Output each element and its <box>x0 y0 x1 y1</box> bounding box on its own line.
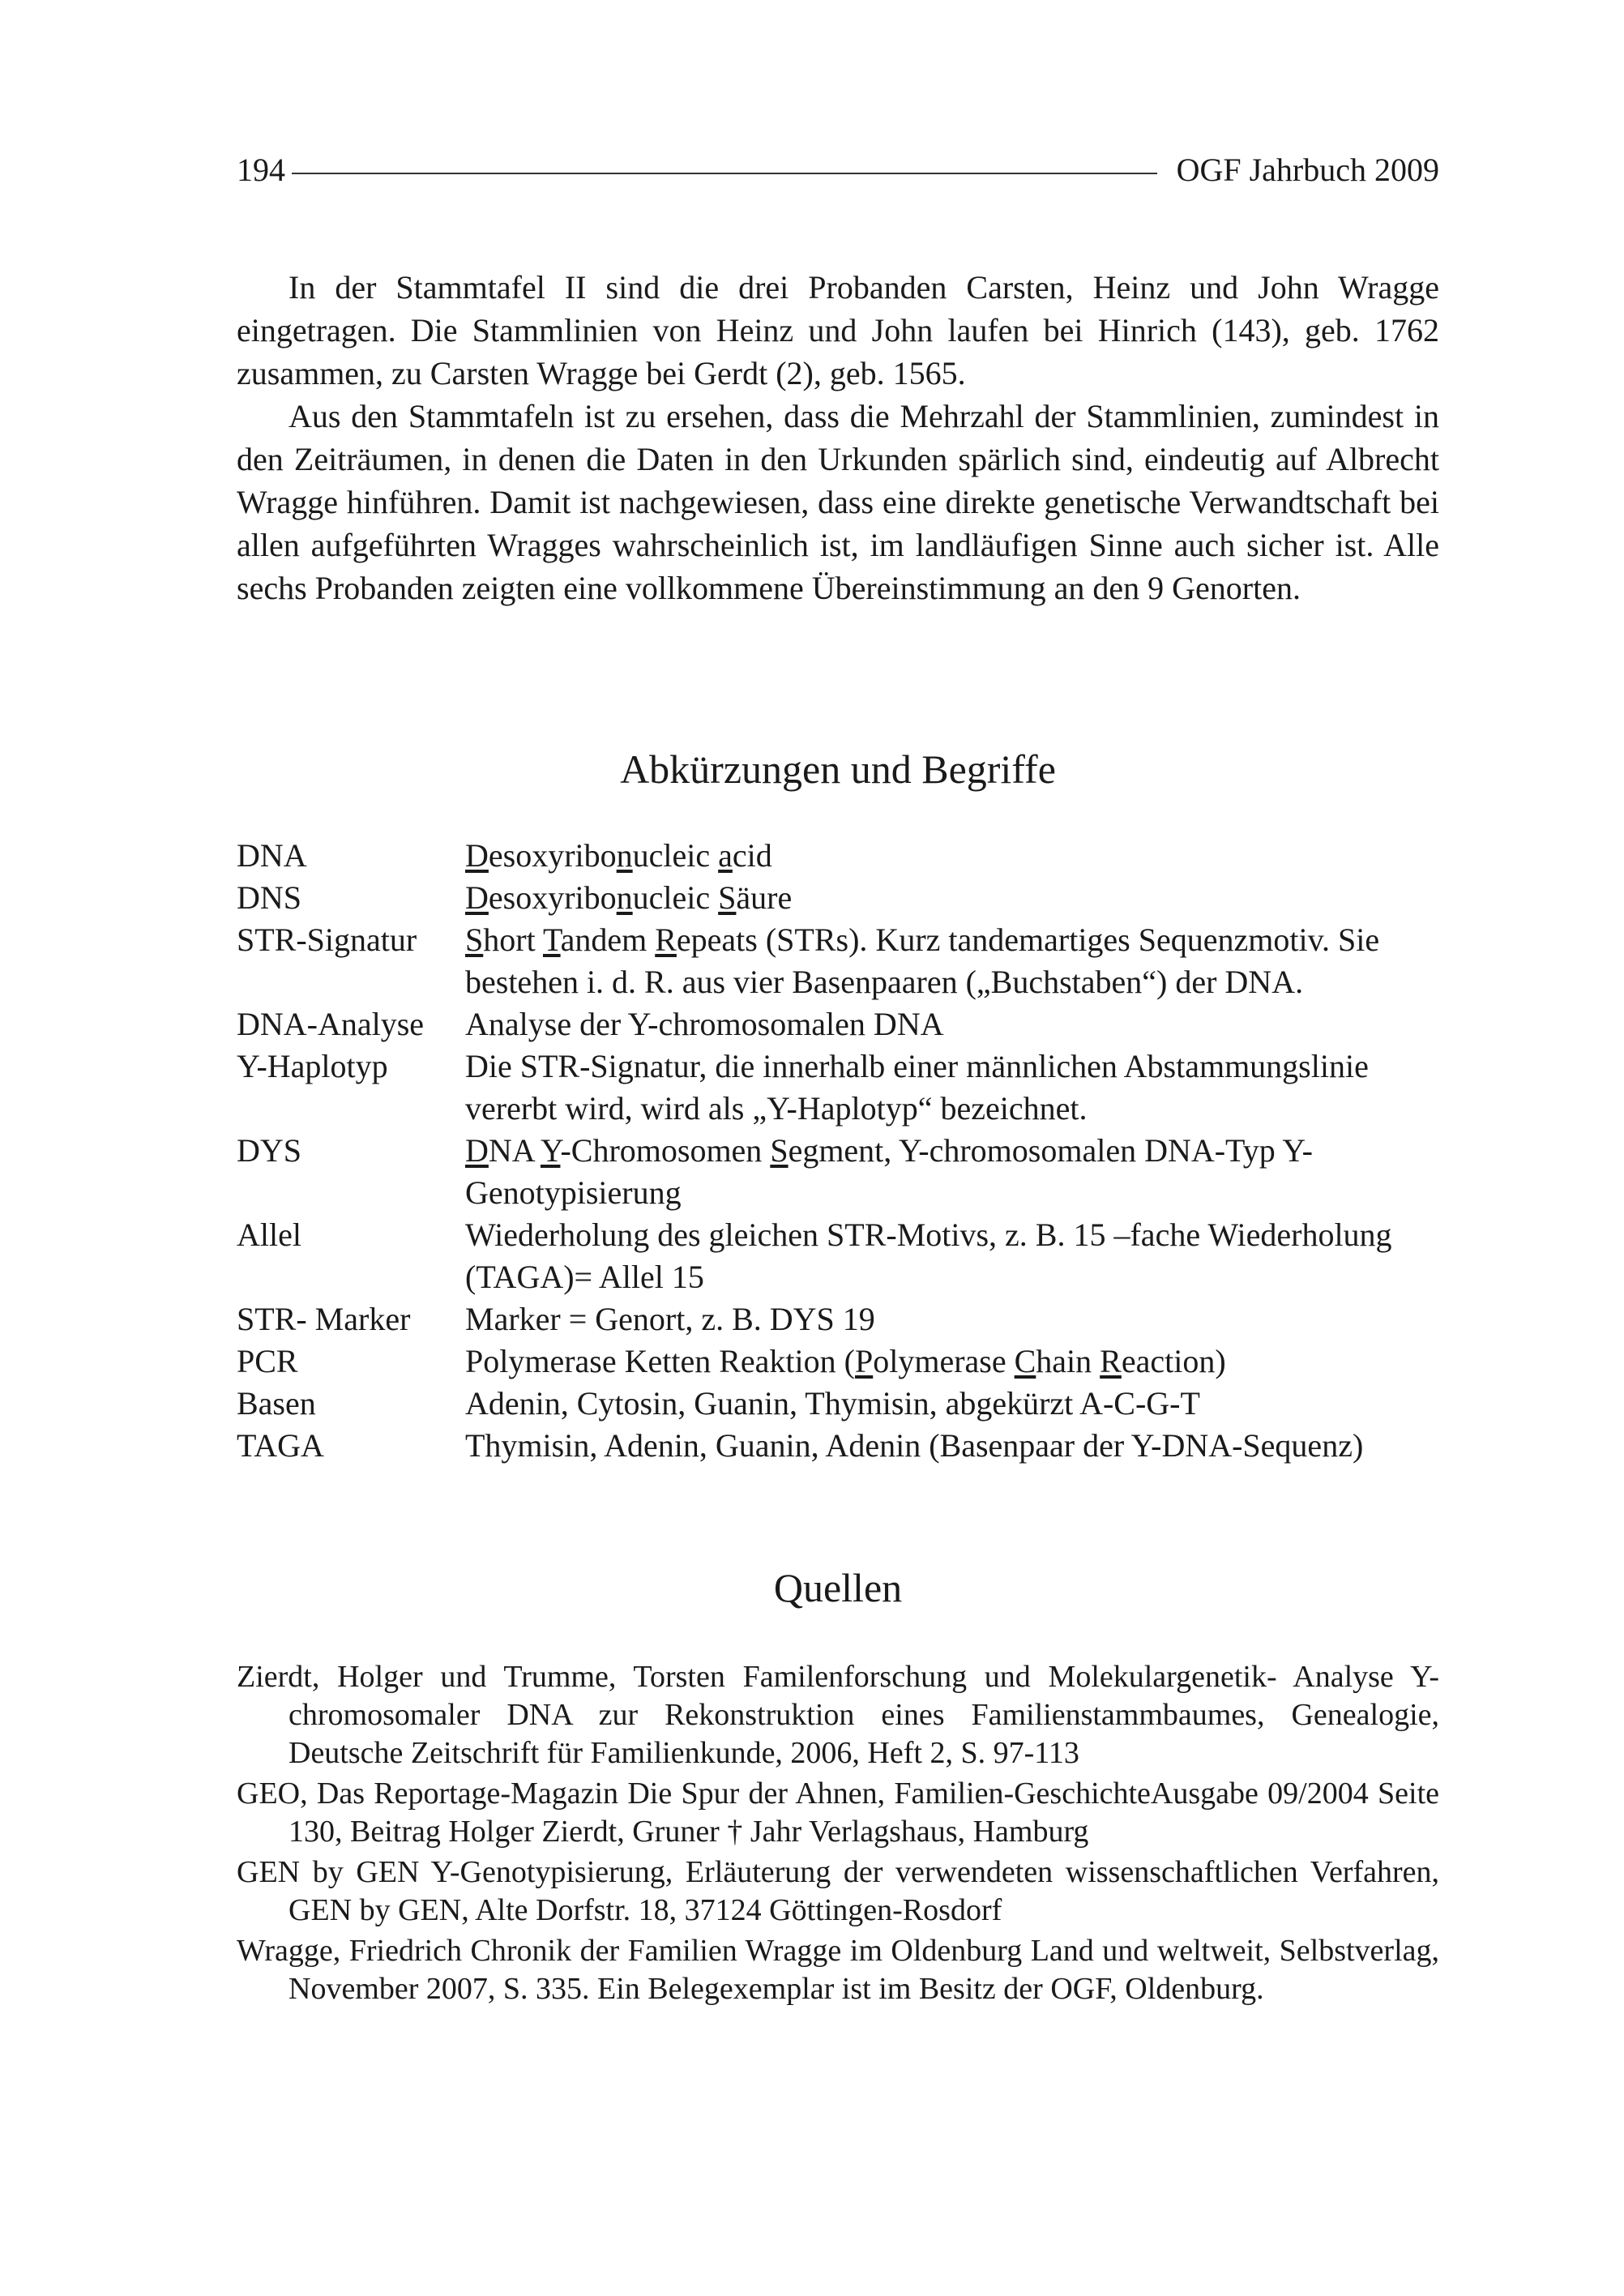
abbreviation-definition: Analyse der Y-chromosomalen DNA <box>465 1006 944 1042</box>
paragraph: In der Stammtafel II sind die drei Probanden Carsten, Heinz und John Wragge eingetragen. Die Stammlinien von Heinz und John laufen bei Hinrich (143), geb. 1762 zusammen, zu Carsten Wragge bei Gerdt (2), geb. 1565. <box>237 269 1439 391</box>
abbreviation-row <box>237 877 1452 919</box>
abbreviation-definition: Wiederholung des gleichen STR-Motivs, z. B. 15 –fache Wiederholung (TAGA)= Allel 15 <box>465 1216 1392 1295</box>
sources-list <box>237 1658 1439 2011</box>
abbreviation-row <box>237 1340 1452 1383</box>
abbreviation-row <box>237 1298 1452 1340</box>
body-text <box>237 266 1439 609</box>
abbreviation-term: DNA <box>237 837 307 874</box>
abbreviation-term: DNA-Analyse <box>237 1006 425 1042</box>
page-number: 194 <box>237 152 285 188</box>
section-title-sources: Quellen <box>773 1565 903 1610</box>
abbreviation-term: STR- Marker <box>237 1301 411 1337</box>
abbreviation-term: TAGA <box>237 1427 324 1464</box>
abbreviation-definition: Polymerase Ketten Reaktion (Polymerase Chain Reaction) <box>465 1343 1226 1379</box>
abbreviation-row <box>237 835 1452 877</box>
section-title-abbreviations: Abkürzungen und Begriffe <box>620 746 1056 792</box>
abbreviation-definition: Short Tandem Repeats (STRs). Kurz tandemartiges Sequenzmotiv. Sie bestehen i. d. R. aus vier Basenpaaren („Buchstaben“) der DNA. <box>465 921 1380 1000</box>
abbreviation-term: PCR <box>237 1343 298 1379</box>
abbreviation-definition: Thymisin, Adenin, Guanin, Adenin (Basenpaar der Y-DNA-Sequenz) <box>465 1427 1364 1464</box>
abbreviation-term: Basen <box>237 1385 316 1422</box>
source-entry: GEO, Das Reportage-Magazin Die Spur der Ahnen, Familien-GeschichteAusgabe 09/2004 Seite 130, Beitrag Holger Zierdt, Gruner † Jahr Verlagshaus, Hamburg <box>237 1777 1439 1849</box>
abbreviation-term: Y-Haplotyp <box>237 1048 388 1084</box>
abbreviation-term: Allel <box>237 1216 301 1253</box>
abbreviation-definition: Adenin, Cytosin, Guanin, Thymisin, abgekürzt A-C-G-T <box>465 1385 1200 1422</box>
abbreviation-term: DYS <box>237 1132 302 1169</box>
abbreviation-row <box>237 1214 1452 1298</box>
publication-title: OGF Jahrbuch 2009 <box>1176 152 1439 188</box>
header-rule <box>292 173 1157 174</box>
abbreviation-definition: DNA Y-Chromosomen Segment, Y-chromosomalen DNA-Typ Y-Genotypisierung <box>465 1132 1313 1211</box>
abbreviation-definition: Die STR-Signatur, die innerhalb einer männlichen Abstammungslinie vererbt wird, wird als „Y-Haplotyp“ bezeichnet. <box>465 1048 1369 1127</box>
source-entry: GEN by GEN Y-Genotypisierung, Erläuterung der verwendeten wissenschaftlichen Verfahren, GEN by GEN, Alte Dorfstr. 18, 37124 Göttingen-Rosdorf <box>237 1855 1439 1927</box>
source-entry: Zierdt, Holger und Trumme, Torsten Familenforschung und Molekulargenetik- Analyse Y-chromosomaler DNA zur Rekonstruktion eines Familienstammbaumes, Genealogie, Deutsche Zeitschrift für Familienkunde, 2006, Heft 2, S. 97-113 <box>237 1660 1439 1770</box>
abbreviation-row <box>237 919 1452 1003</box>
abbreviation-term: STR-Signatur <box>237 921 417 958</box>
paragraph: Aus den Stammtafeln ist zu ersehen, dass die Mehrzahl der Stammlinien, zumindest in den Zeiträumen, in denen die Daten in den Urkunden spärlich sind, eindeutig auf Albrecht Wragge hinführen. Damit ist nachgewiesen, dass eine direkte genetische Verwandtschaft bei allen aufgeführten Wragges wahrscheinlich ist, im landläufigen Sinne auch sicher ist. Alle sechs Probanden zeigten eine vollkommene Übereinstimmung an den 9 Genorten. <box>237 398 1439 606</box>
abbreviations-list <box>237 835 1452 1467</box>
abbreviation-row <box>237 1003 1452 1045</box>
abbreviation-row <box>237 1383 1452 1425</box>
abbreviation-definition: Marker = Genort, z. B. DYS 19 <box>465 1301 875 1337</box>
running-header <box>237 151 1439 189</box>
abbreviation-row <box>237 1045 1452 1130</box>
source-entry: Wragge, Friedrich Chronik der Familien Wragge im Oldenburg Land und weltweit, Selbstverlag, November 2007, S. 335. Ein Belegexemplar ist im Besitz der OGF, Oldenburg. <box>237 1934 1439 2006</box>
abbreviation-row <box>237 1130 1452 1214</box>
abbreviation-row <box>237 1425 1452 1467</box>
abbreviation-definition: Desoxyribonucleic Säure <box>465 879 793 916</box>
abbreviation-term: DNS <box>237 879 302 916</box>
abbreviation-definition: Desoxyribonucleic acid <box>465 837 772 874</box>
